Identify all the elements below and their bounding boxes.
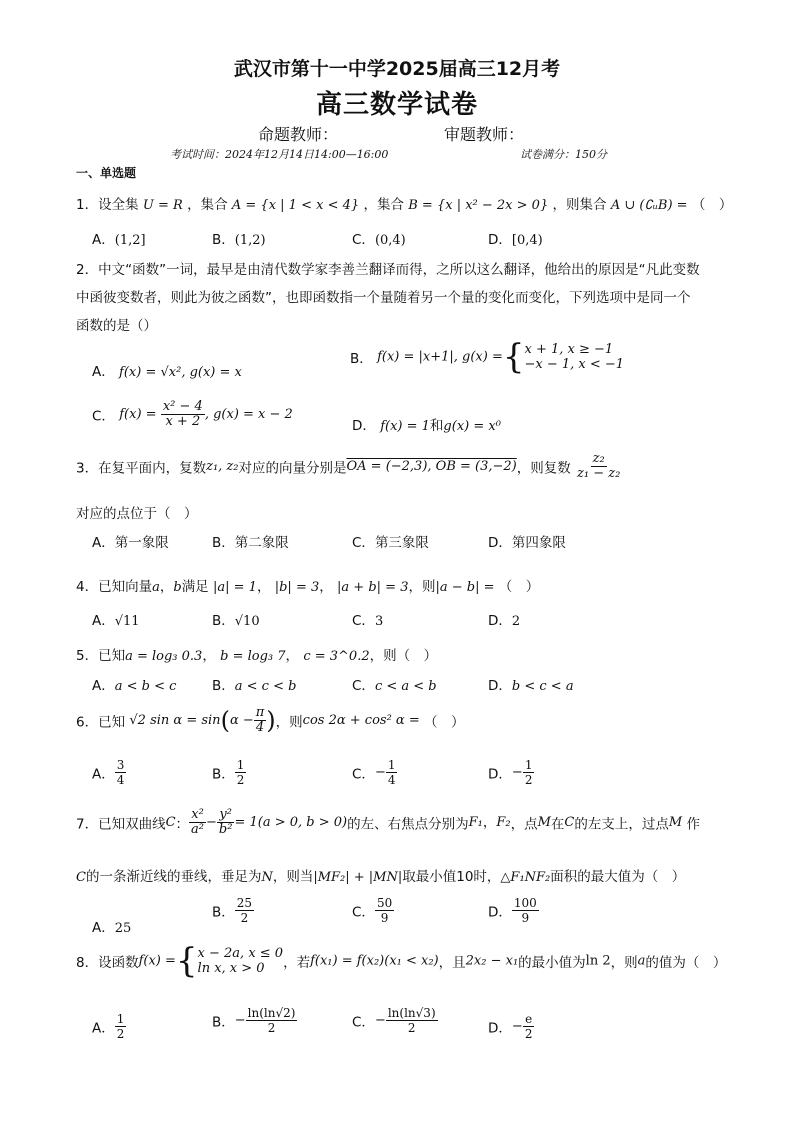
denominator: x + 2 — [165, 414, 201, 429]
q3-text: 3．在复平面内，复数 — [76, 460, 207, 477]
q8-text: 的值为（ ） — [645, 955, 727, 971]
option-value: [0,4) — [511, 233, 543, 248]
denominator: 4 — [387, 773, 396, 787]
q4-vector-a: a — [152, 580, 160, 595]
q4-ask: |a − b| = — [435, 580, 495, 595]
option-letter: D． — [488, 766, 512, 783]
option-letter: C． — [92, 408, 115, 425]
option-value: , g(x) = x − 2 — [204, 407, 293, 422]
fraction — [189, 808, 206, 837]
option-letter: D． — [488, 232, 512, 248]
fraction — [254, 706, 267, 735]
option-value: 第二象限 — [234, 535, 289, 551]
q7-text: 作 — [686, 816, 700, 833]
numerator: 1 — [116, 1012, 125, 1026]
q7-curve: C — [165, 815, 176, 830]
option-letter: C． — [352, 232, 375, 248]
q2-option-d[interactable] — [352, 414, 501, 434]
q7-text: 取最小值10时， — [402, 869, 501, 885]
numerator: 50 — [376, 896, 393, 910]
q7-curve: C — [76, 870, 86, 885]
option-letter: C． — [352, 766, 375, 783]
option-text: 和 — [429, 418, 444, 434]
q7-curve: C — [564, 815, 575, 830]
q1-expression: A ∪ (∁ᵤB) = — [610, 198, 688, 213]
question-8 — [76, 941, 727, 981]
option-sign: − — [511, 765, 523, 780]
q8-option-d[interactable] — [488, 1012, 534, 1041]
q7-text: ，点 — [510, 816, 538, 833]
q7-equation: = 1(a > 0, b > 0) — [234, 815, 348, 830]
q1-text: ，则集合 — [552, 197, 607, 213]
numerator: x² — [191, 807, 204, 822]
reviewer-label: 审题教师： — [444, 125, 525, 144]
q5-text: 5．已知 — [76, 648, 126, 664]
numerator: z₂ — [592, 451, 605, 466]
denominator: 2 — [524, 1027, 533, 1041]
q6-text: 6．已知 — [76, 714, 126, 731]
q5-a: a = log₃ 0.3 — [125, 649, 203, 664]
exam-score: 试卷满分：150分 — [520, 148, 607, 161]
q7-text: 面积的最大值为（ ） — [550, 869, 686, 885]
option-value: 25 — [114, 921, 132, 936]
option-letter: B． — [212, 904, 235, 921]
option-letter: A． — [92, 535, 115, 551]
numerator: 3 — [116, 758, 125, 772]
q7-point: M — [668, 815, 683, 830]
option-letter: B． — [212, 1014, 235, 1031]
option-value: f(x) = — [119, 407, 157, 422]
exam-subtitle: 高三数学试卷 — [315, 90, 478, 120]
denominator: 9 — [380, 911, 389, 925]
q8-text: ，则 — [610, 955, 638, 971]
option-value: 第四象限 — [511, 535, 566, 551]
denominator: b² — [218, 822, 233, 837]
option-value: a < c < b — [234, 679, 297, 694]
denominator: 9 — [521, 911, 530, 925]
option-letter: A． — [92, 232, 115, 248]
denominator: 4 — [255, 720, 265, 735]
fraction — [161, 400, 205, 429]
denominator: 2 — [116, 1027, 125, 1041]
q8-function: f(x) = — [138, 953, 176, 969]
q8-option-c[interactable] — [352, 1006, 438, 1035]
question-3 — [76, 452, 622, 481]
q1-option-a[interactable] — [92, 228, 146, 248]
option-value: f(x) = |x+1|, g(x) = — [377, 349, 503, 365]
q4-option-d[interactable] — [488, 609, 520, 629]
q5-option-c[interactable] — [352, 674, 437, 694]
option-value: (1,2] — [114, 233, 146, 248]
option-letter: D． — [488, 1020, 512, 1037]
fraction — [386, 1006, 438, 1035]
fraction — [246, 1006, 298, 1035]
numerator: ln(ln√3) — [387, 1006, 436, 1020]
denominator: 4 — [116, 773, 125, 787]
piecewise-cases — [198, 946, 284, 976]
q5-b: b = log₃ 7 — [220, 649, 286, 664]
option-letter: B． — [212, 613, 235, 629]
question-2-line3: 函数的是（） — [76, 318, 157, 334]
q3-complex: z₁, z₂ — [206, 459, 239, 474]
q5-option-b[interactable] — [212, 674, 296, 694]
question-4: 4．已知向量a，b满足 |a| = 1， |b| = 3， |a + b| = 3，则|a − b| = （ ） — [76, 579, 540, 595]
exam-time: 考试时间：2024年12月14日14:00—16:00 — [170, 148, 389, 161]
option-value: c < a < b — [374, 679, 437, 694]
q4-text: 4．已知向量 — [76, 579, 153, 595]
q7-text: 的左、右焦点分别为 — [347, 816, 469, 833]
numerator: 100 — [513, 896, 537, 910]
option-letter: D． — [488, 535, 512, 551]
q4-text: ，则 — [408, 579, 436, 595]
q8-option-a[interactable] — [92, 1012, 126, 1041]
q4-text: 满足 — [181, 579, 209, 595]
option-letter: B． — [212, 535, 235, 551]
option-letter: D． — [488, 678, 512, 694]
denominator: z₁ − z₂ — [577, 466, 621, 481]
question-3-line2: 对应的点位于（ ） — [76, 506, 198, 522]
numerator: π — [255, 705, 265, 720]
option-letter: D． — [488, 613, 512, 629]
q5-c: c = 3^0.2 — [303, 649, 370, 664]
numerator: x² − 4 — [162, 399, 203, 414]
option-value: 第三象限 — [374, 535, 429, 551]
option-sign: − — [511, 1019, 523, 1034]
denominator: 2 — [267, 1021, 276, 1035]
q7-option-a[interactable] — [92, 916, 131, 936]
q2-option-c[interactable] — [92, 400, 293, 429]
fraction — [575, 452, 622, 481]
numerator: y² — [219, 807, 232, 822]
q7-point: M — [537, 815, 551, 830]
option-letter: A． — [92, 766, 115, 783]
q3-option-b[interactable] — [212, 531, 289, 551]
q4-option-a[interactable] — [92, 609, 140, 629]
option-value: f(x) = √x², g(x) = x — [119, 365, 242, 380]
option-letter: A． — [92, 920, 115, 936]
option-value: √11 — [114, 614, 140, 629]
q6-equation: √2 sin α = sin — [129, 713, 221, 728]
q8-text: ，若 — [283, 955, 311, 971]
numerator: 1 — [236, 758, 245, 772]
q6-text: （ ） — [424, 714, 465, 731]
option-value: g(x) = x⁰ — [443, 419, 501, 434]
q7-triangle: △F₁NF₂ — [500, 870, 551, 885]
q8-condition: f(x₁) = f(x₂)(x₁ < x₂) — [310, 953, 439, 969]
option-letter: A． — [92, 678, 115, 694]
numerator: 1 — [387, 758, 396, 772]
question-2-line2: 中函彼变数者，则此为彼之函数”，也即函数指一个量随着另一个量的变化而变化，下列选项中是同一个 — [76, 290, 691, 306]
fraction — [235, 758, 247, 787]
q8-option-b[interactable] — [212, 1006, 297, 1035]
q7-point: N — [261, 870, 273, 885]
q7-text: 的左支上，过点 — [574, 816, 669, 833]
q7-focus: F₂ — [496, 815, 511, 830]
q4-option-c[interactable] — [352, 609, 383, 629]
option-letter: C． — [352, 678, 375, 694]
fraction — [375, 896, 394, 925]
q3-option-c[interactable] — [352, 531, 429, 551]
question-7-line2 — [76, 865, 685, 885]
q3-option-a[interactable] — [92, 531, 169, 551]
option-sign: − — [374, 1013, 386, 1028]
q4-condition: |a| = 1 — [212, 580, 257, 595]
fraction — [217, 808, 235, 837]
q7-focus: F₁ — [468, 815, 483, 830]
question-1 — [76, 193, 732, 213]
option-value: √10 — [234, 614, 260, 629]
q8-value: ln 2 — [585, 953, 611, 969]
q6-option-d[interactable] — [488, 758, 534, 787]
q5-option-d[interactable] — [488, 674, 574, 694]
author-label: 命题教师： — [258, 125, 339, 144]
question-2-line1: 2．中文“函数”一词，最早是由清代数学家李善兰翻译而得，之所以这么翻译，他给出的原因是“凡此变数 — [76, 262, 700, 278]
option-letter: D． — [352, 418, 376, 434]
q1-set-a: A = {x | 1 < x < 4} — [231, 198, 360, 213]
q2-option-a[interactable] — [92, 360, 242, 380]
piecewise-cases — [525, 342, 625, 372]
option-letter: D． — [488, 904, 512, 921]
section-title: 一、单选题 — [76, 166, 137, 180]
q8-text: 8．设函数 — [76, 955, 139, 971]
q7-option-d[interactable] — [488, 896, 539, 925]
option-sign: − — [374, 765, 386, 780]
fraction — [386, 758, 398, 787]
q8-variable: a — [637, 953, 646, 969]
q4-text: （ ） — [498, 579, 540, 595]
option-letter: A． — [92, 1020, 115, 1037]
q4-option-b[interactable] — [212, 609, 260, 629]
q4-vector-b: b — [173, 580, 182, 595]
q7-text: 7．已知双曲线 — [76, 816, 166, 833]
q5-text: ，则（ ） — [369, 648, 438, 664]
option-letter: C． — [352, 613, 375, 629]
option-sign: − — [234, 1013, 246, 1028]
case-1: x + 1, x ≥ −1 — [524, 342, 614, 357]
option-letter: B． — [212, 766, 235, 783]
case-2: −x − 1, x < −1 — [524, 357, 625, 372]
exam-title: 武汉市第十一中学2025届高三12月考 — [233, 58, 561, 80]
option-value: b < c < a — [511, 679, 574, 694]
q6-option-a[interactable] — [92, 758, 126, 787]
q7-text: 在 — [550, 816, 565, 833]
q8-expression: 2x₂ − x₁ — [465, 953, 519, 969]
brace-symbol: { — [175, 941, 198, 981]
q3-text: 对应的向量分别是 — [238, 460, 347, 477]
question-7: 7．已知双曲线C： $\frac{\text{x²}}{\text{a²}}$ − $\frac{\text{y²}}{\text{b²}}$ = 1(a > 0, b > 0)的左、右焦点分别为F₁，F₂，点M在C的左支上，过点M 作 — [76, 807, 700, 837]
option-letter: C． — [352, 904, 375, 921]
denominator: 2 — [236, 773, 245, 787]
q1-option-b[interactable] — [212, 228, 266, 248]
paren-open: ( — [220, 706, 230, 735]
brace-symbol: { — [502, 337, 525, 377]
option-value: 3 — [374, 614, 384, 629]
option-value: f(x) = 1 — [380, 419, 430, 434]
q4-condition: |a + b| = 3 — [337, 580, 409, 595]
option-letter: C． — [352, 535, 375, 551]
numerator: 25 — [236, 896, 253, 910]
q3-option-d[interactable] — [488, 531, 566, 551]
option-value: 第一象限 — [114, 535, 169, 551]
option-value: (0,4) — [374, 233, 406, 248]
q1-universal-set: U = R — [142, 198, 183, 213]
option-letter: A． — [92, 613, 115, 629]
q1-set-b: B = {x | x² − 2x > 0} — [408, 198, 549, 213]
q7-text: 的一条渐近线的垂线，垂足为 — [85, 869, 262, 885]
fraction — [523, 758, 535, 787]
fraction — [512, 896, 539, 925]
q8-text: 的最小值为 — [518, 955, 586, 971]
q7-text: ，则当 — [272, 869, 314, 885]
fraction — [235, 896, 254, 925]
q1-text: ，集合 — [187, 197, 228, 213]
q6-ask: cos 2α + cos² α = — [302, 713, 420, 728]
case-1: x − 2a, x ≤ 0 — [197, 946, 284, 961]
denominator: 2 — [524, 773, 533, 787]
denominator: 2 — [407, 1021, 416, 1035]
q1-text: 1．设全集 — [76, 197, 139, 213]
fraction — [115, 758, 127, 787]
q7-option-c[interactable] — [352, 896, 394, 925]
q3-text: ，则复数 — [516, 460, 571, 477]
option-letter: B． — [212, 678, 235, 694]
question-6 — [76, 706, 465, 735]
option-value: (1,2) — [234, 233, 266, 248]
numerator: e — [525, 1012, 533, 1026]
q3-vectors: OA = (−2,3), OB = (3,−2) — [346, 459, 517, 474]
q6-text: ，则 — [275, 714, 303, 731]
q1-option-d[interactable] — [488, 228, 543, 248]
option-letter: B． — [212, 232, 235, 248]
q8-text: ，且 — [438, 955, 466, 971]
q7-condition: |MF₂| + |MN| — [313, 870, 403, 885]
option-letter: C． — [352, 1014, 375, 1031]
option-value: 2 — [511, 614, 521, 629]
option-letter: A． — [92, 364, 115, 380]
numerator: 1 — [524, 758, 533, 772]
q7-text: ： — [175, 816, 190, 833]
question-5: 5．已知a = log₃ 0.3， b = log₃ 7， c = 3^0.2，则（ ） — [76, 648, 438, 664]
q5-option-a[interactable] — [92, 674, 176, 694]
q1-text: ，集合 — [363, 197, 404, 213]
denominator: 2 — [240, 911, 249, 925]
q6-option-b[interactable] — [212, 758, 246, 787]
q6-equation: α − — [229, 713, 254, 728]
denominator: a² — [191, 822, 205, 837]
option-letter: B． — [350, 351, 373, 367]
q4-text: ， — [159, 579, 174, 595]
fraction — [115, 1012, 127, 1041]
q7-option-b[interactable] — [212, 896, 254, 925]
q1-text: （ ） — [691, 197, 733, 213]
case-2: ln x, x > 0 — [197, 961, 265, 976]
q6-option-c[interactable] — [352, 758, 397, 787]
option-value: a < b < c — [114, 679, 177, 694]
fraction — [523, 1012, 535, 1041]
q1-option-c[interactable] — [352, 228, 406, 248]
q2-option-b[interactable] — [350, 337, 625, 377]
numerator: ln(ln√2) — [247, 1006, 296, 1020]
paren-close: ) — [266, 706, 276, 735]
q4-condition: |b| = 3 — [274, 580, 320, 595]
